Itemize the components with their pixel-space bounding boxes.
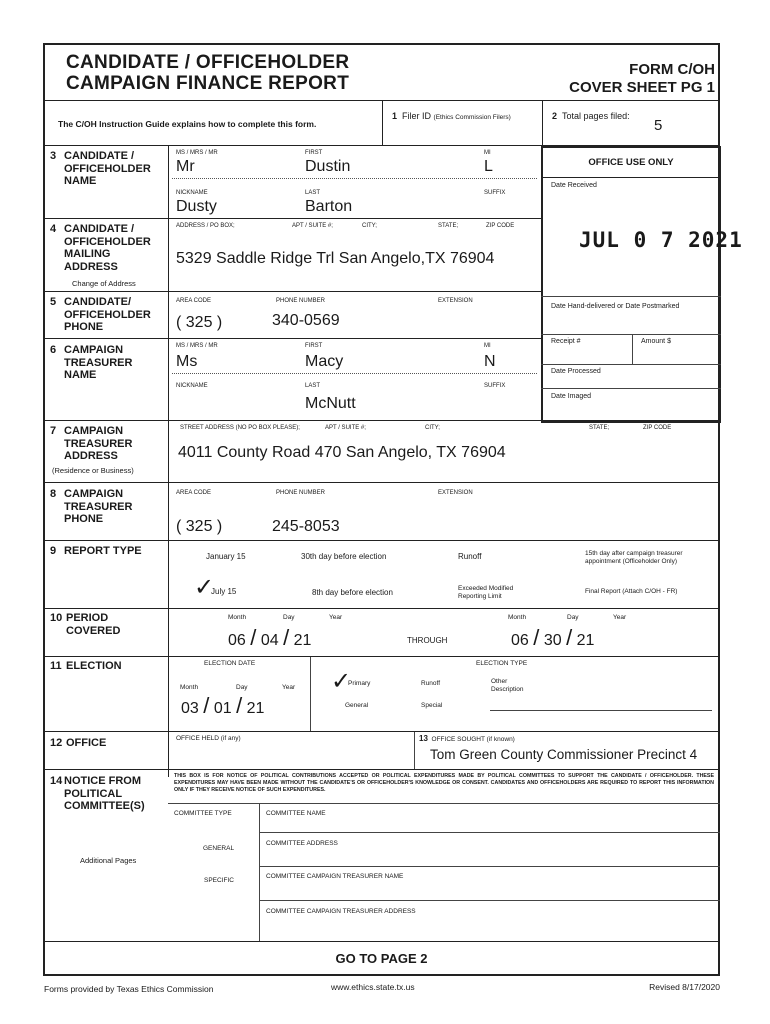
total-pages-label: Total pages filed: xyxy=(562,111,630,121)
divider xyxy=(43,731,720,732)
from-day: 04 xyxy=(260,632,279,649)
to-year: 21 xyxy=(576,632,595,649)
divider xyxy=(541,296,721,297)
divider xyxy=(542,101,543,146)
election-option-special[interactable]: Special xyxy=(421,702,443,709)
election-type-label: ELECTION TYPE xyxy=(476,660,528,667)
residence-note: (Residence or Business) xyxy=(52,466,134,475)
section-number: 6 xyxy=(50,344,57,356)
processed-label: Date Processed xyxy=(551,368,601,375)
imaged-label: Date Imaged xyxy=(551,393,592,400)
election-option-primary[interactable]: Primary xyxy=(348,680,371,687)
divider xyxy=(43,338,541,339)
checkmark-icon: ✓ xyxy=(331,667,352,695)
election-option-other[interactable]: Other Description xyxy=(491,678,524,693)
office-sought-number: 13 xyxy=(419,734,428,743)
treasurer-area-code-field[interactable]: ( 325 ) xyxy=(176,518,223,535)
prefix-label: MS / MRS / MR xyxy=(176,150,218,156)
committee-type-specific[interactable]: SPECIFIC xyxy=(204,877,234,884)
committee-name-label[interactable]: COMMITTEE NAME xyxy=(266,810,326,817)
office-sought-label xyxy=(419,735,515,744)
treasurer-address-section-label: CAMPAIGN TREASURER ADDRESS xyxy=(64,425,133,462)
treasurer-last-name-field[interactable]: McNutt xyxy=(305,395,356,412)
year-label: Year xyxy=(282,684,296,691)
candidate-phone-field[interactable]: 340-0569 xyxy=(272,312,340,329)
treasurer-first-name-field[interactable]: Macy xyxy=(305,353,344,370)
divider xyxy=(632,334,633,364)
received-date-stamp: JUL 0 7 2021 xyxy=(579,228,743,252)
divider xyxy=(259,900,720,901)
treasurer-phone-section-label: CAMPAIGN TREASURER PHONE xyxy=(64,488,133,525)
period-section-label: PERIOD COVERED xyxy=(66,612,121,637)
last-name-label: LAST xyxy=(305,383,321,389)
extension-label: EXTENSION xyxy=(438,490,473,496)
phone-number-label: PHONE NUMBER xyxy=(276,490,326,496)
section-number: 7 xyxy=(50,425,57,437)
apt-label: APT / SUITE #; xyxy=(292,223,333,229)
nickname-label: NICKNAME xyxy=(176,383,208,389)
divider xyxy=(168,803,720,804)
zip-label: ZIP CODE xyxy=(486,223,515,229)
filer-id-label: Filer ID xyxy=(402,111,432,121)
notice-text: THIS BOX IS FOR NOTICE OF POLITICAL CONTRIBUTIONS ACCEPTED OR POLITICAL EXPENDITURES MADE BY POLITICAL COMMITTEES TO SUPPORT THE CANDIDATE / OFFICEHOLDER. THESE EXPENDITURES MAY HAVE BEEN MADE WITHOUT THE CANDIDATE'S OR OFFICEHOLDER'S KNOWLEDGE OR CONSENT. CANDIDATES AND OFFICEHOLDERS ARE REQUIRED TO REPORT THIS INFORMATION ONLY IF THEY RECEIVE NOTICE OF SUCH EXPENDITURES. xyxy=(174,773,714,793)
candidate-nickname-field[interactable]: Dusty xyxy=(176,198,217,215)
office-use-title: OFFICE USE ONLY xyxy=(588,157,674,168)
report-option-july[interactable]: July 15 xyxy=(211,587,237,596)
day-label: Day xyxy=(283,614,295,621)
total-pages-value: 5 xyxy=(654,117,663,134)
divider xyxy=(43,656,720,657)
date-slash: / xyxy=(566,625,573,650)
instruction-guide-note: The C/OH Instruction Guide explains how to complete this form. xyxy=(58,119,317,129)
month-label: Month xyxy=(508,614,527,621)
committee-type-label: COMMITTEE TYPE xyxy=(174,810,232,817)
form-title xyxy=(66,52,349,94)
divider xyxy=(43,291,541,292)
form-id-line-2: COVER SHEET PG 1 xyxy=(569,79,715,96)
suffix-label: SUFFIX xyxy=(484,190,506,196)
first-name-label: FIRST xyxy=(305,150,323,156)
divider xyxy=(43,218,541,219)
section-number: 10 xyxy=(50,612,63,624)
checkmark-icon: ✓ xyxy=(194,573,215,601)
election-section-label: ELECTION xyxy=(66,660,122,672)
to-month: 06 xyxy=(511,632,529,649)
office-held-note: (if any) xyxy=(220,735,241,742)
candidate-prefix-field[interactable]: Mr xyxy=(176,158,195,175)
title-line-2: CAMPAIGN FINANCE REPORT xyxy=(66,73,350,94)
office-held-label xyxy=(176,735,241,743)
divider xyxy=(259,832,720,833)
candidate-name-section-label: CANDIDATE / OFFICEHOLDER NAME xyxy=(64,150,151,187)
period-to-date[interactable] xyxy=(511,625,595,650)
divider xyxy=(43,420,720,421)
amount-label: Amount $ xyxy=(641,338,671,345)
notice-section-label: NOTICE FROM POLITICAL COMMITTEE(S) xyxy=(64,775,145,812)
divider xyxy=(172,178,537,179)
from-year: 21 xyxy=(293,632,312,649)
change-of-address-note: Change of Address xyxy=(72,279,136,288)
date-slash: / xyxy=(250,625,257,650)
day-label: Day xyxy=(567,614,579,621)
election-date-field[interactable] xyxy=(181,693,265,718)
candidate-address-field[interactable]: 5329 Saddle Ridge Trl San Angelo,TX 76904 xyxy=(176,250,495,267)
prefix-label: MS / MRS / MR xyxy=(176,343,218,349)
title-line-1: CANDIDATE / OFFICEHOLDER xyxy=(66,52,350,73)
date-slash: / xyxy=(203,693,210,718)
committee-address-label[interactable]: COMMITTEE ADDRESS xyxy=(266,840,338,847)
divider xyxy=(172,373,537,374)
go-to-page-2: GO TO PAGE 2 xyxy=(335,951,428,966)
filer-id-note: (Ethics Commission Filers) xyxy=(433,114,511,121)
divider xyxy=(541,334,721,335)
mi-label: MI xyxy=(484,150,491,156)
divider xyxy=(310,657,311,731)
additional-pages-note: Additional Pages xyxy=(80,856,137,865)
form-id-line-1: FORM C/OH xyxy=(629,61,715,78)
report-option-15-day[interactable]: 15th day after campaign treasurer appointment (Officeholder Only) xyxy=(585,550,683,565)
divider xyxy=(382,101,383,146)
other-description-line xyxy=(490,710,712,711)
city-label: CITY; xyxy=(362,223,377,229)
committee-type-general[interactable]: GENERAL xyxy=(203,845,235,852)
section-number: 14 xyxy=(50,775,63,787)
suffix-label: SUFFIX xyxy=(484,383,506,389)
office-held-text: OFFICE HELD xyxy=(176,735,219,742)
report-option-30-day[interactable]: 30th day before election xyxy=(301,552,387,561)
form-identifier xyxy=(569,61,715,97)
divider xyxy=(414,732,415,769)
section-number: 3 xyxy=(50,150,57,162)
total-pages-field[interactable] xyxy=(552,111,630,121)
office-section-label: OFFICE xyxy=(66,737,107,749)
candidate-area-code-field[interactable]: ( 325 ) xyxy=(176,314,223,331)
footer-revised: Revised 8/17/2020 xyxy=(649,982,720,992)
election-day: 01 xyxy=(213,700,232,717)
report-option-exceeded[interactable]: Exceeded Modified Reporting Limit xyxy=(458,585,514,600)
divider xyxy=(43,540,720,541)
first-name-label: FIRST xyxy=(305,343,323,349)
city-label: CITY; xyxy=(425,425,440,431)
date-slash: / xyxy=(236,693,243,718)
report-option-runoff[interactable]: Runoff xyxy=(458,552,482,561)
period-from-date[interactable] xyxy=(228,625,312,650)
divider xyxy=(259,866,720,867)
election-date-label: ELECTION DATE xyxy=(204,660,256,667)
hand-delivered-label: Date Hand-delivered or Date Postmarked xyxy=(551,303,680,310)
through-label: THROUGH xyxy=(407,636,448,645)
office-sought-field[interactable]: Tom Green County Commissioner Precinct 4 xyxy=(430,747,698,762)
divider xyxy=(43,769,720,770)
election-option-runoff[interactable]: Runoff xyxy=(421,680,441,687)
candidate-phone-section-label: CANDIDATE/ OFFICEHOLDER PHONE xyxy=(64,296,151,333)
year-label: Year xyxy=(329,614,343,621)
candidate-mi-field[interactable]: L xyxy=(484,158,493,175)
year-label: Year xyxy=(613,614,627,621)
filer-id-number: 1 xyxy=(392,111,398,121)
state-label: STATE; xyxy=(438,223,459,229)
divider xyxy=(541,388,721,389)
divider xyxy=(43,941,720,942)
mi-label: MI xyxy=(484,343,491,349)
street-label: STREET ADDRESS (NO PO BOX PLEASE); xyxy=(180,425,300,431)
section-number: 4 xyxy=(50,223,57,235)
month-label: Month xyxy=(180,684,199,691)
phone-number-label: PHONE NUMBER xyxy=(276,298,326,304)
apt-label: APT / SUITE #; xyxy=(325,425,366,431)
treasurer-mi-field[interactable]: N xyxy=(484,353,496,370)
report-option-final[interactable]: Final Report (Attach C/OH - FR) xyxy=(585,588,678,595)
section-number: 11 xyxy=(50,660,62,672)
committee-treasurer-address-label[interactable]: COMMITTEE CAMPAIGN TREASURER ADDRESS xyxy=(266,908,416,915)
report-option-8-day[interactable]: 8th day before election xyxy=(312,588,393,597)
extension-label: EXTENSION xyxy=(438,298,473,304)
divider xyxy=(541,177,721,178)
treasurer-phone-field[interactable]: 245-8053 xyxy=(272,518,340,535)
treasurer-prefix-field[interactable]: Ms xyxy=(176,353,198,370)
receipt-label: Receipt # xyxy=(551,338,581,345)
election-option-general[interactable]: General xyxy=(345,702,369,709)
divider xyxy=(541,364,721,365)
office-sought-text: OFFICE SOUGHT xyxy=(431,736,485,743)
report-option-january[interactable]: January 15 xyxy=(206,552,246,561)
divider xyxy=(43,482,720,483)
from-month: 06 xyxy=(228,632,246,649)
address-label: ADDRESS / PO BOX; xyxy=(176,223,235,229)
office-sought-note: (if known) xyxy=(486,736,515,743)
candidate-first-name-field[interactable]: Dustin xyxy=(305,158,351,175)
label-column-divider xyxy=(168,145,169,777)
area-code-label: AREA CODE xyxy=(176,490,212,496)
section-number: 9 xyxy=(50,545,57,557)
footer-provided-by: Forms provided by Texas Ethics Commission xyxy=(44,984,214,994)
committee-treasurer-name-label[interactable]: COMMITTEE CAMPAIGN TREASURER NAME xyxy=(266,873,404,880)
election-month: 03 xyxy=(181,700,199,717)
month-label: Month xyxy=(228,614,247,621)
candidate-last-name-field[interactable]: Barton xyxy=(305,198,353,215)
report-type-section-label: REPORT TYPE xyxy=(64,545,142,557)
day-label: Day xyxy=(236,684,248,691)
date-received-label: Date Received xyxy=(551,182,597,189)
treasurer-name-section-label: CAMPAIGN TREASURER NAME xyxy=(64,344,133,381)
last-name-label: LAST xyxy=(305,190,321,196)
divider xyxy=(259,803,260,941)
divider xyxy=(43,608,720,609)
date-slash: / xyxy=(533,625,540,650)
state-label: STATE; xyxy=(589,425,610,431)
section-number: 5 xyxy=(50,296,57,308)
section-number: 12 xyxy=(50,737,63,749)
section-number: 8 xyxy=(50,488,57,500)
nickname-label: NICKNAME xyxy=(176,190,208,196)
total-pages-number: 2 xyxy=(552,111,558,121)
footer-website: www.ethics.state.tx.us xyxy=(331,982,415,992)
date-slash: / xyxy=(283,625,290,650)
treasurer-address-field[interactable]: 4011 County Road 470 San Angelo, TX 76904 xyxy=(178,444,506,461)
election-year: 21 xyxy=(246,700,265,717)
to-day: 30 xyxy=(543,632,562,649)
zip-label: ZIP CODE xyxy=(643,425,672,431)
filer-id-field[interactable] xyxy=(392,111,511,122)
area-code-label: AREA CODE xyxy=(176,298,212,304)
candidate-address-section-label: CANDIDATE / OFFICEHOLDER MAILING ADDRESS xyxy=(64,223,151,273)
